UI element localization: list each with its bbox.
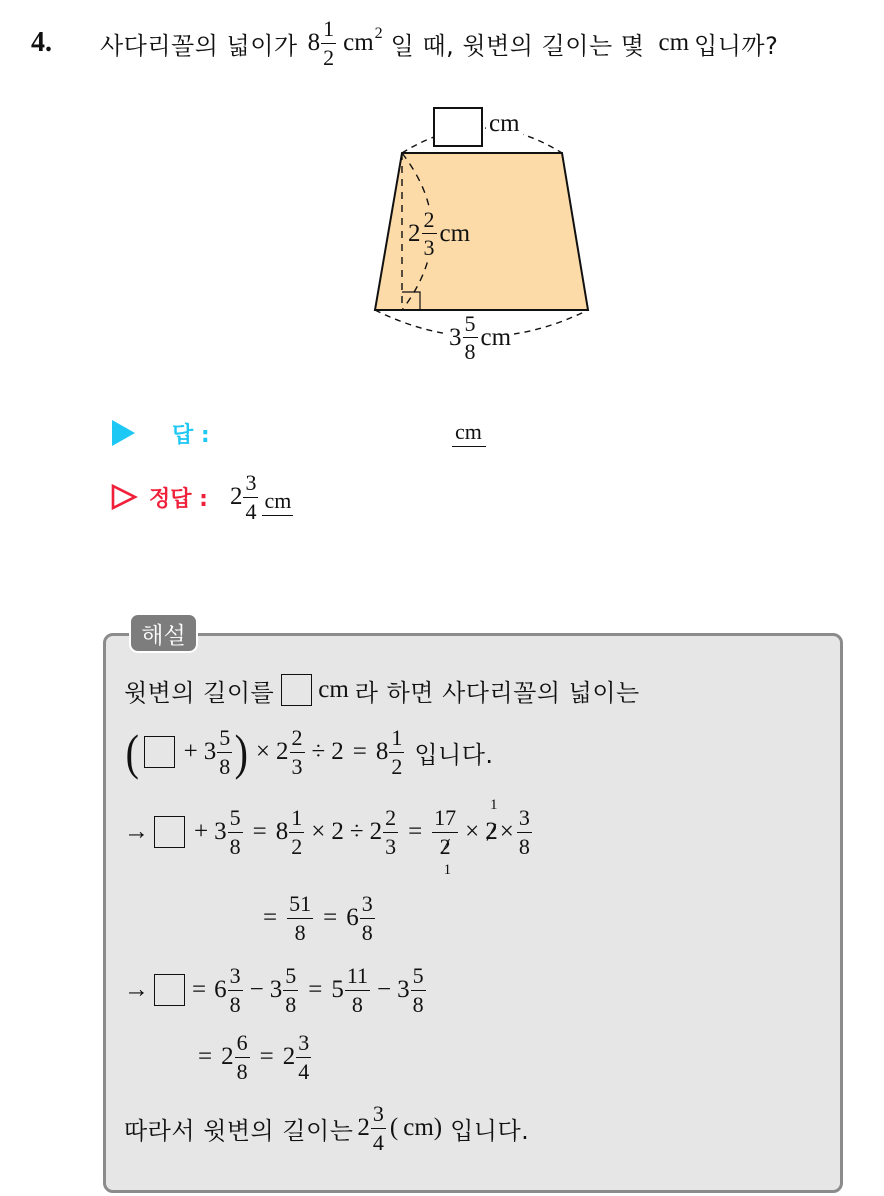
denominator [438,833,453,878]
arrow-icon: → [124,818,149,845]
plus-sign: + [183,738,198,765]
close-paren: ) [433,1114,443,1141]
explanation-line-1 [124,658,640,722]
outline-triangle-icon [110,483,138,511]
numerator: 6 [235,1031,250,1057]
area-value [308,17,338,68]
arrow-icon: → [124,976,149,1003]
fraction [517,806,532,857]
whole-part: 2 [229,483,243,510]
cancel-result: 1 [443,861,452,878]
number: 2 [331,818,344,845]
whole-part: 2 [221,1043,234,1070]
denominator: 8 [229,991,241,1017]
denominator: 3 [291,753,303,779]
mixed-number [214,806,244,857]
cancelled-number: 2 [485,818,498,845]
denominator: 4 [372,1129,384,1155]
whole-part: 8 [307,29,321,56]
times-sign: × [499,818,514,845]
explanation-text: 윗변의 길이를 [124,678,275,707]
unknown-box [144,736,175,768]
denominator: 2 [291,833,303,859]
numerator: 3 [243,471,258,497]
mixed-number [214,964,244,1015]
numerator: 3 [228,964,243,990]
answer-blank [452,401,486,465]
explanation-line-4 [263,886,376,950]
top-side-unit: cm [486,110,523,138]
number: 2 [331,738,344,765]
filled-triangle-icon [112,420,135,446]
mixed-number [346,892,376,943]
unknown-box [281,674,312,706]
equals-sign: = [263,904,278,931]
denominator: 8 [219,753,231,779]
denominator: 3 [385,833,397,859]
denominator: 8 [285,991,297,1017]
cancelled-number: 2 [439,833,451,859]
unknown-box [154,816,185,848]
open-paren: ( [125,724,139,780]
whole-part: 5 [331,976,344,1003]
minus-sign: − [249,976,264,1003]
question-text [100,11,778,75]
whole-part: 6 [214,976,227,1003]
numerator: 5 [411,964,426,990]
fraction [217,726,232,777]
explanation-line-2 [124,720,494,784]
numerator: 11 [345,964,370,990]
mixed-number [283,1031,313,1082]
numerator: 1 [289,806,304,832]
explanation-line-3 [124,797,533,878]
whole-part: 3 [203,738,217,765]
fraction [243,471,258,522]
fraction [432,805,458,878]
bottom-side-unit: cm [480,323,512,351]
whole-part: 3 [397,976,410,1003]
denominator: 8 [294,919,306,945]
fraction [289,806,304,857]
denominator: 8 [236,1058,248,1084]
correct-answer-row [110,465,293,529]
numerator: 3 [371,1102,386,1128]
denominator: 8 [464,339,476,365]
numerator: 1 [389,726,404,752]
minus-sign: − [377,976,392,1003]
close-paren: ) [234,724,249,780]
fraction [228,964,243,1015]
answer-label: 답 : [172,422,210,448]
whole-part: 3 [449,323,462,351]
numerator: 3 [296,1031,311,1057]
correct-answer-label: 정답 : [149,486,208,512]
area-unit: cm [343,29,374,56]
question-text-part: 일 때, 윗변의 길이는 몇 [390,31,645,60]
whole-part: 6 [346,904,359,931]
whole-part: 2 [357,1114,370,1141]
fraction [383,806,398,857]
times-sign: × [255,738,271,765]
denominator: 4 [245,498,257,524]
mixed-number [376,726,406,777]
unit: cm [403,1114,434,1141]
fraction [228,806,243,857]
explanation-text: 입니다. [450,1116,530,1145]
cancel-result: 1 [490,797,498,813]
correct-answer-value [230,471,260,522]
equals-sign: = [408,818,423,845]
mixed-number [221,1031,251,1082]
fraction [287,892,313,943]
equals-sign: = [198,1043,213,1070]
fraction [290,726,305,777]
question-number: 4. [31,27,52,58]
times-sign: × [465,818,480,845]
unknown-box [154,974,185,1006]
numerator: 5 [463,312,478,338]
unit: cm [318,676,349,703]
fraction [283,964,298,1015]
whole-part: 2 [408,219,421,247]
whole-part: 8 [275,818,289,845]
fraction [463,312,478,363]
denominator: 8 [229,833,241,859]
fraction [371,1102,386,1153]
mixed-number [270,964,300,1015]
height-label [406,208,472,259]
denominator: 3 [423,235,435,261]
numerator: 17 [432,806,458,832]
denominator: 8 [412,991,424,1017]
explanation-text: 입니다. [414,740,494,769]
mixed-number [370,806,400,857]
numerator: 2 [383,806,398,832]
top-side-blank-box [433,107,483,147]
numerator: 3 [517,806,532,832]
equals-sign: = [323,904,338,931]
answer-row [112,401,210,465]
whole-part: 3 [269,976,283,1003]
question-unit: cm [658,29,690,56]
question-text-part: 사다리꼴의 넓이가 [100,31,298,60]
fraction [411,964,426,1015]
area-unit-exponent: 2 [374,25,383,42]
height-unit: cm [439,219,471,247]
whole-part: 8 [375,738,389,765]
explanation-line-7 [124,1096,529,1160]
answer-unit: cm [452,419,486,447]
fraction [235,1031,250,1082]
denominator: 8 [518,833,530,859]
numerator: 1 [321,17,336,43]
fraction [296,1031,311,1082]
numerator: 2 [290,726,305,752]
numerator: 2 [422,208,437,234]
equals-sign: = [192,976,207,1003]
numerator: 5 [217,726,232,752]
whole-part: 2 [369,818,383,845]
divide-sign: ÷ [311,738,326,765]
fraction [321,17,336,68]
equals-sign: = [259,1043,274,1070]
denominator: 8 [361,919,373,945]
mixed-number [204,726,234,777]
explanation-text: 라 하면 사다리꼴의 넓이는 [354,678,640,707]
numerator: 5 [228,806,243,832]
equals-sign: = [352,738,367,765]
mixed-number [397,964,427,1015]
explanation-text: 따라서 윗변의 길이는 [124,1116,354,1145]
denominator: 2 [391,753,403,779]
numerator: 5 [283,964,298,990]
equals-sign: = [308,976,323,1003]
numerator: 3 [360,892,375,918]
explanation-line-6 [198,1025,312,1089]
equals-sign: = [252,818,267,845]
fraction [360,892,375,943]
mixed-number [276,806,306,857]
divide-sign: ÷ [349,818,364,845]
fraction [422,208,437,259]
numerator: 51 [287,892,313,918]
question-text-part: 입니까? [694,31,779,60]
whole-part: 2 [282,1043,296,1070]
bottom-side-label [446,312,514,363]
denominator: 8 [351,991,363,1017]
cancelled-term [485,797,498,846]
denominator: 4 [298,1058,310,1084]
mixed-number [357,1102,387,1153]
fraction [389,726,404,777]
mixed-number [276,726,306,777]
mixed-number [331,964,371,1015]
explanation-tab: 해설 [129,613,198,653]
explanation-line-5 [124,958,427,1022]
times-sign: × [311,818,326,845]
whole-part: 2 [276,738,289,765]
open-paren: ( [389,1114,399,1141]
denominator: 2 [323,44,335,70]
plus-sign: + [194,818,209,845]
fraction [345,964,370,1015]
whole-part: 3 [214,818,227,845]
correct-answer-unit: cm [262,488,293,516]
